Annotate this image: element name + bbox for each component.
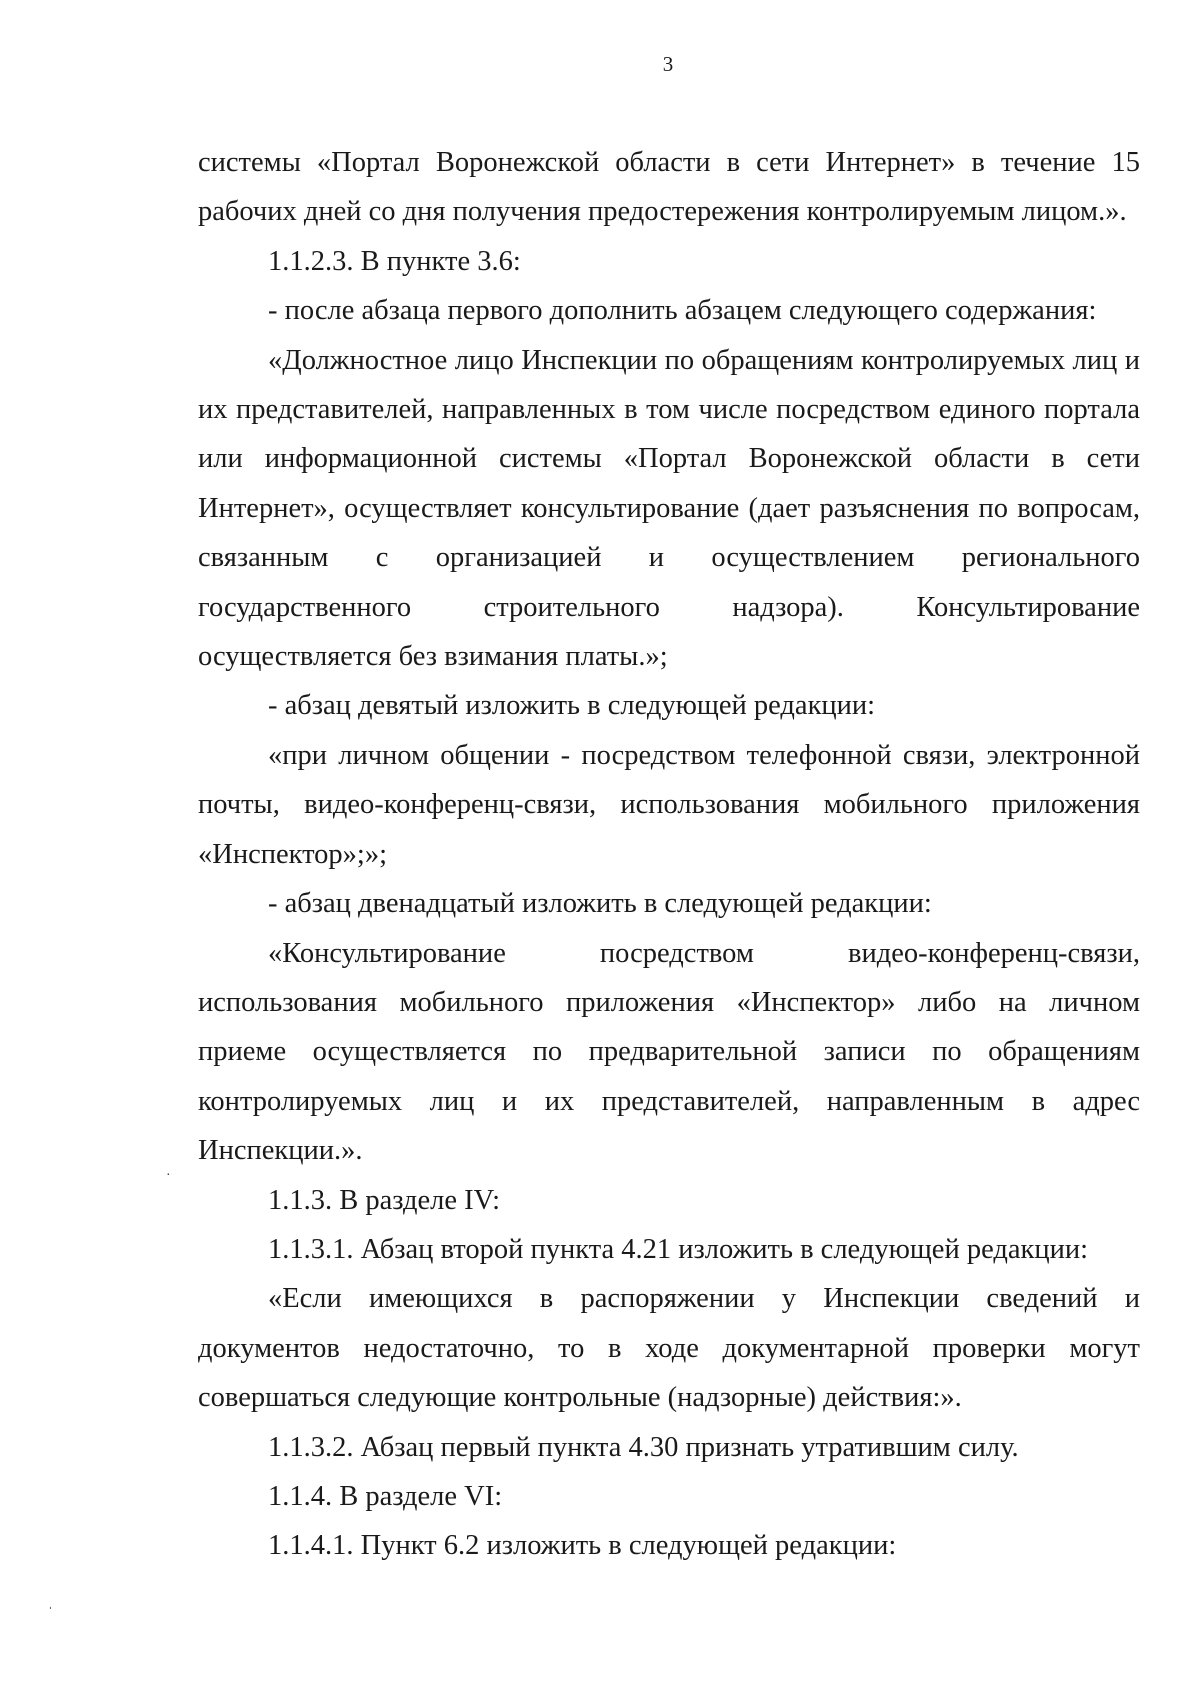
paragraph-item-1-1-2-3: 1.1.2.3. В пункте 3.6: [268,245,521,277]
scan-speck: ˌ [48,1595,53,1610]
paragraph-continuation: системы «Портал Воронежской области в сети Интернет» в течение 15 рабочих дней со дня получения предостережения контролируемым лицом.». [198,147,1140,228]
paragraph-quoted-video-consultation: «Консультирование посредством видео-конференц-связи, использования мобильного приложения «Инспектор» либо на личном приеме осуществляется по предварительной записи по обращениям контролируемых лиц и их представителей, направленным в адрес Инспекции.». [198,937,1140,1167]
document-body [198,138,1140,1571]
paragraph-item-1-1-4: 1.1.4. В разделе VI: [268,1480,503,1512]
paragraph-quoted-consultation: «Должностное лицо Инспекции по обращениям контролируемых лиц и их представителей, направленных в том числе посредством единого портала или информационной системы «Портал Воронежской области в сети Интернет», осуществляет консультирование (дает разъяснения по вопросам, связанным с организацией и осуществлением регионального государственного строительного надзора). Консультирование осуществляется без взимания платы.»; [198,344,1140,673]
paragraph-item-1-1-3: 1.1.3. В разделе IV: [268,1184,501,1216]
paragraph-amendment-instruction: - после абзаца первого дополнить абзацем следующего содержания: [268,295,1097,327]
paragraph-item-1-1-3-2: 1.1.3.2. Абзац первый пункта 4.30 признать утратившим силу. [268,1431,1019,1463]
paragraph-quoted-personal-communication: «при личном общении - посредством телефонной связи, электронной почты, видео-конференц-связи, использования мобильного приложения «Инспектор»;»; [198,739,1140,870]
paragraph-quoted-documentary-check: «Если имеющихся в распоряжении у Инспекции сведений и документов недостаточно, то в ходе документарной проверки могут совершаться следующие контрольные (надзорные) действия:». [198,1283,1140,1414]
paragraph-item-1-1-4-1: 1.1.4.1. Пункт 6.2 изложить в следующей редакции: [268,1530,897,1562]
scan-speck: · [166,1168,171,1183]
paragraph-amendment-twelfth: - абзац двенадцатый изложить в следующей редакции: [268,888,932,920]
paragraph-amendment-ninth: - абзац девятый изложить в следующей редакции: [268,690,876,722]
paragraph-item-1-1-3-1: 1.1.3.1. Абзац второй пункта 4.21 изложить в следующей редакции: [268,1233,1089,1265]
page-number: 3 [662,52,674,76]
